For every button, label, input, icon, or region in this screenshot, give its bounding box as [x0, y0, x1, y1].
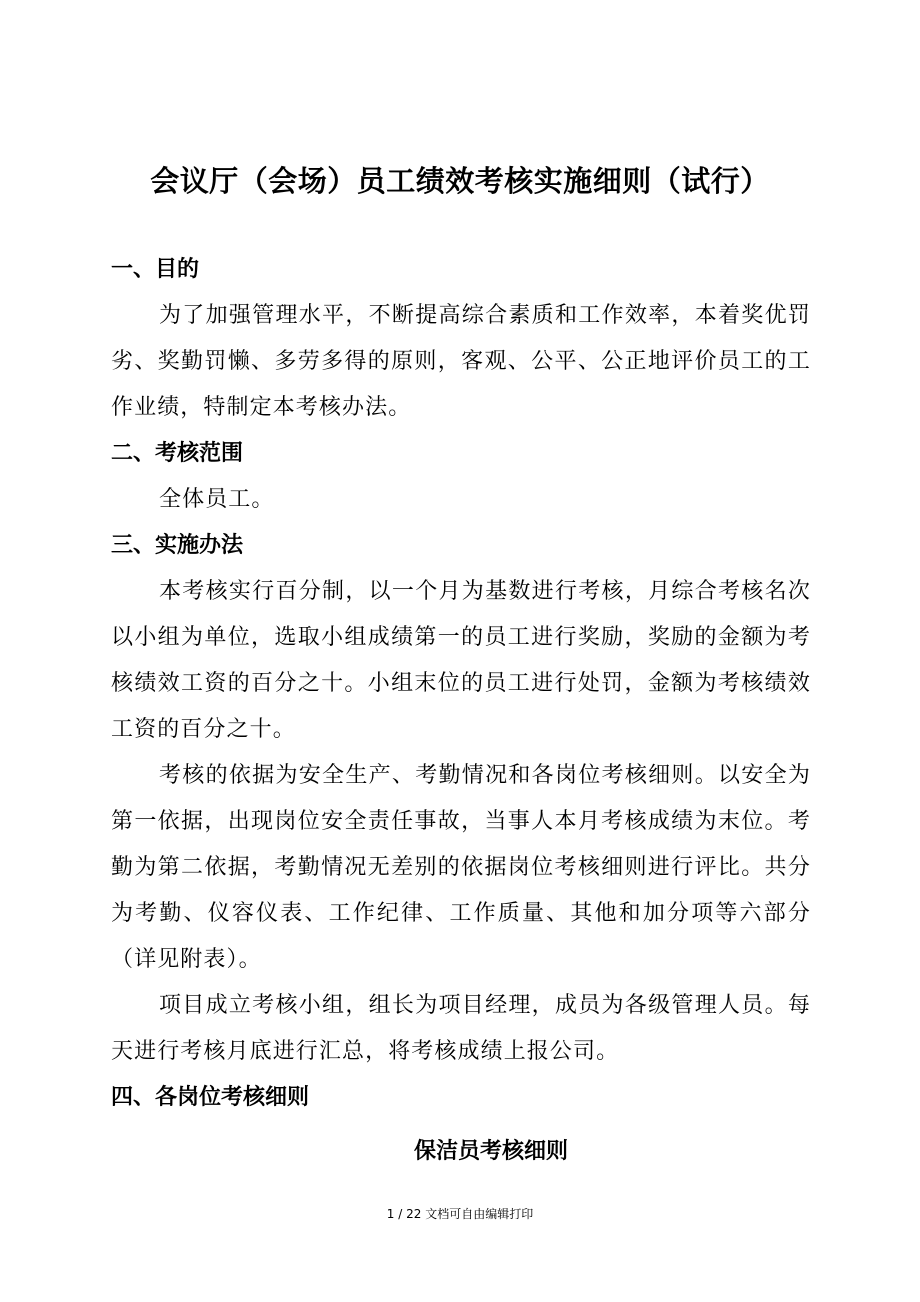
section-heading-position-rules: 四、各岗位考核细则 — [111, 1085, 310, 1110]
section-paragraph: 全体员工。 — [159, 487, 275, 512]
section-paragraph: 为了加强管理水平，不断提高综合素质和工作效率，本着奖优罚劣、奖勤罚懒、多劳多得的原则，客观、公平、公正地评价员工的工作业绩，特制定本考核办法。 — [111, 303, 811, 420]
page-footer: 1 / 22 文档可自由编辑打印 — [386, 1207, 534, 1221]
document-title: 会议厅（会场）员工绩效考核实施细则（试行） — [150, 164, 770, 198]
section-heading-purpose: 一、目的 — [111, 257, 200, 282]
section-paragraph: 本考核实行百分制，以一个月为基数进行考核，月综合考核名次以小组为单位，选取小组成绩第一的员工进行奖励，奖励的金额为考核绩效工资的百分之十。小组末位的员工进行处罚，金额为考核绩效工资的百分之十。 — [111, 579, 811, 742]
document-body — [111, 247, 811, 1175]
section-heading-scope: 二、考核范围 — [111, 441, 244, 466]
cleaner-rules-subtitle: 保洁员考核细则 — [413, 1139, 568, 1164]
section-heading-implementation: 三、实施办法 — [111, 533, 244, 558]
section-paragraph: 考核的依据为安全生产、考勤情况和各岗位考核细则。以安全为第一依据，出现岗位安全责任事故，当事人本月考核成绩为末位。考勤为第二依据，考勤情况无差别的依据岗位考核细则进行评比。共分为考勤、仪容仪表、工作纪律、工作质量、其他和加分项等六部分（详见附表）。 — [111, 763, 811, 972]
section-paragraph: 项目成立考核小组，组长为项目经理，成员为各级管理人员。每天进行考核月底进行汇总，将考核成绩上报公司。 — [111, 993, 811, 1064]
